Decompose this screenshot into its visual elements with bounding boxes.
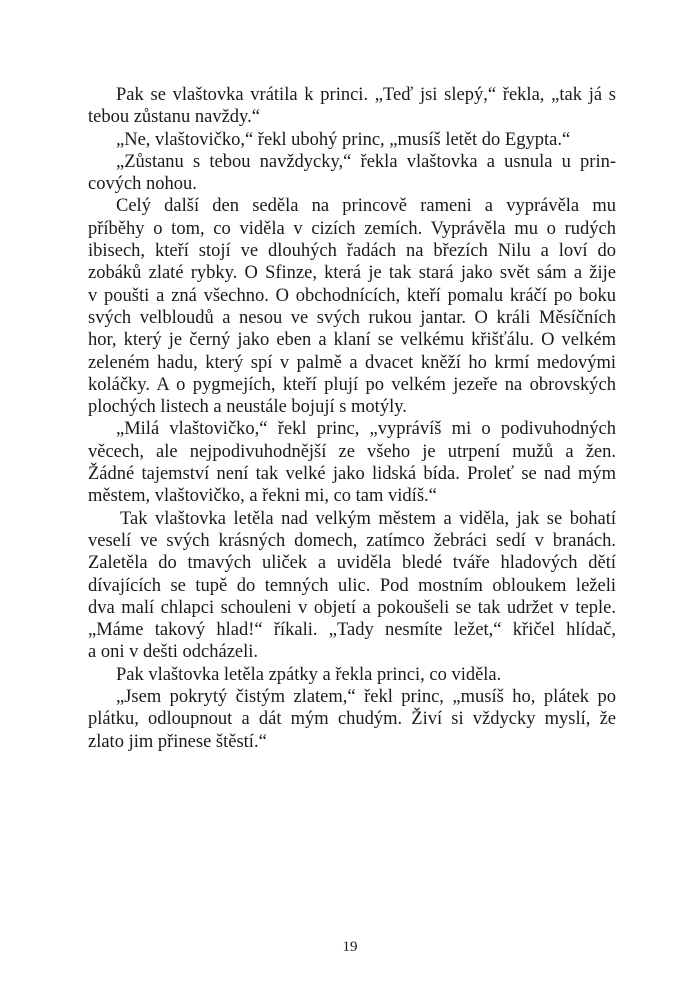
text-line: Pak se vlaštovka vrátila k princi. „Teď jsi slepý,“ řekla, „tak já s	[116, 85, 616, 105]
text-line: cových nohou.	[88, 174, 197, 195]
text-line: Žádné tajemství není tak velké jako lidská bída. Proleť se nad mým	[88, 464, 616, 485]
text-line: věcech, ale nejpodivuhodnější ze všeho je utrpení mužů a žen.	[88, 441, 616, 462]
text-line: městem, vlaštovičko, a řekni mi, co tam vidíš.“	[88, 486, 437, 507]
text-line: „Milá vlaštovičko,“ řekl princ, „vyprávíš mi o podivuhodných	[116, 419, 616, 440]
text-line: ibisech, kteří stojí ve dlouhých řadách na březích Nilu a loví do	[88, 241, 616, 262]
text-line: svých velbloudů a nesou ve svých rukou jantar. O králi Měsíčních	[88, 307, 616, 328]
text-line: dva malí chlapci schouleni v objetí a pokoušeli se tak udržet v teple.	[88, 597, 616, 618]
page-number: 19	[342, 939, 358, 955]
text-line: zobáků zlaté rybky. O Sfinze, která je tak stará jako svět sám a žije	[88, 263, 616, 284]
text-line: tebou zůstanu navždy.“	[88, 107, 260, 128]
text-line: „Jsem pokrytý čistým zlatem,“ řekl princ, „musíš ho, plátek po	[116, 687, 616, 708]
text-line: zeleném hadu, který spí v palmě a dvacet kněží ho krmí medovými	[88, 352, 616, 373]
text-line: „Zůstanu s tebou navždycky,“ řekla vlaštovka a usnula u prin-	[116, 151, 616, 172]
text-line: Tak vlaštovka letěla nad velkým městem a viděla, jak se bohatí	[120, 508, 616, 529]
text-line: dívajících se tupě do temných ulic. Pod mostním obloukem leželi	[88, 575, 616, 596]
text-line: v poušti a zná všechno. O obchodnících, kteří pomalu kráčí po boku	[88, 285, 616, 306]
text-line: zlato jim přinese štěstí.“	[88, 731, 267, 752]
text-line: veselí ve svých krásných domech, zatímco žebráci sedí v branách.	[88, 530, 616, 551]
text-line: Celý další den seděla na princově rameni a vyprávěla mu	[116, 196, 616, 217]
text-line: koláčky. A o pygmejích, kteří plují po velkém jezeře na obrovských	[88, 374, 616, 395]
text-line: hor, který je černý jako eben a klaní se velkému křišťálu. O velkém	[88, 330, 616, 351]
text-line: plochých listech a neustále bojují s motýly.	[88, 397, 407, 418]
text-line: příběhy o tom, co viděla v cizích zemích. Vyprávěla mu o rudých	[88, 218, 616, 239]
text-line: plátku, odloupnout a dát mým chudým. Živí si vždycky myslí, že	[88, 709, 616, 730]
text-line: „Máme takový hlad!“ říkali. „Tady nesmíte ležet,“ křičel hlídač,	[88, 620, 616, 641]
text-line: a oni v dešti odcházeli.	[88, 642, 259, 663]
text-line: Zaletěla do tmavých uliček a uviděla bledé tváře hladových dětí	[88, 553, 616, 574]
text-line: „Ne, vlaštovičko,“ řekl ubohý princ, „musíš letět do Egypta.“	[116, 129, 571, 150]
text-line: Pak vlaštovka letěla zpátky a řekla princi, co viděla.	[116, 664, 502, 685]
body-text	[88, 84, 616, 753]
